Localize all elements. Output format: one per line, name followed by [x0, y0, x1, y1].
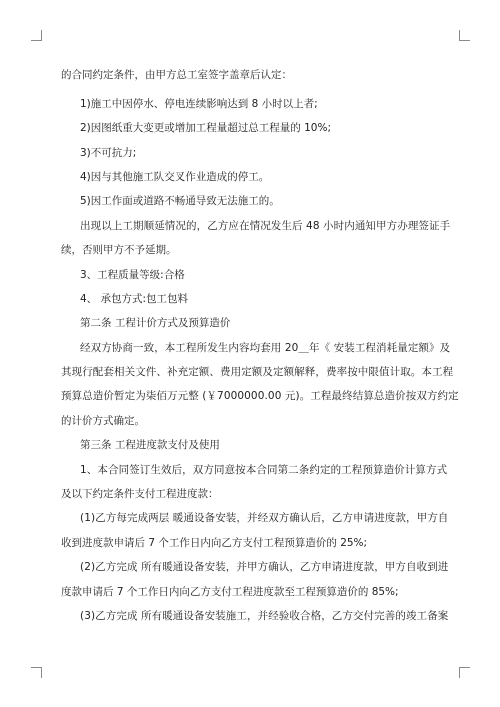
paragraph-line: 度款申请后 7 个工作日内向乙方支付工程进度款至工程预算造价的 85%; [61, 586, 399, 598]
paragraph-line: 收到进度款申请后 7 个工作日内向乙方支付工程预算造价的 25%; [61, 537, 368, 549]
paragraph-line: 的合同约定条件，由甲方总工室签字盖章后认定： [61, 69, 292, 81]
paragraph-line: 预算总造价暂定为柒佰万元整 (￥7000000.00 元)。工程最终结算总造价按双方约定 [61, 390, 459, 402]
crop-mark-top-left [31, 30, 42, 41]
paragraph-line: 1)施工中因停水、停电连续影响达到 8 小时以上者; [80, 98, 318, 110]
paragraph-line: 4)因与其他施工队交叉作业造成的停工。 [80, 171, 270, 183]
paragraph-line: 续，否则甲方不予延期。 [61, 244, 177, 256]
paragraph-line: (3)乙方完成 所有暖通设备安装施工，并经验收合格，乙方交付完善的竣工备案 [80, 610, 449, 622]
crop-mark-bottom-left [31, 667, 42, 678]
paragraph-line: 经双方协商一致，本工程所发生内容均套用 20＿年《 安装工程消耗量定额》及 [80, 342, 451, 354]
section-heading: 第三条 工程进度款支付及使用 [80, 439, 220, 451]
paragraph-line: (1)乙方每完成两层 暖通设备安装，并经双方确认后，乙方申请进度款，甲方自 [80, 512, 449, 524]
paragraph-line: 3、工程质量等级:合格 [80, 269, 185, 281]
paragraph-line: 4、 承包方式:包工包料 [80, 293, 189, 305]
paragraph-line: 及以下约定条件支付工程进度款： [61, 488, 219, 500]
section-heading: 第二条 工程计价方式及预算造价 [80, 317, 231, 329]
paragraph-line: 1、本合同签订生效后，双方同意按本合同第二条约定的工程预算造价计算方式 [80, 464, 448, 476]
paragraph-line: 的计价方式确定。 [61, 415, 145, 427]
paragraph-line: 其现行配套相关文件、补充定额、费用定额及定额解释，费率按中限值计取。本工程 [61, 366, 454, 378]
paragraph-line: 3)不可抗力; [80, 147, 137, 159]
paragraph-line: 出现以上工期顺延情况的，乙方应在情况发生后 48 小时内通知甲方办理签证手 [80, 220, 451, 232]
crop-mark-top-right [459, 30, 470, 41]
paragraph-line: (2)乙方完成 所有暖通设备安装，并甲方确认，乙方申请进度款，甲方自收到进 [80, 561, 449, 573]
paragraph-line: 2)因图纸重大变更或增加工程量超过总工程量的 10%; [80, 122, 331, 134]
paragraph-line: 5)因工作面或道路不畅通导致无法施工的。 [80, 195, 280, 207]
crop-mark-bottom-right [459, 667, 470, 678]
